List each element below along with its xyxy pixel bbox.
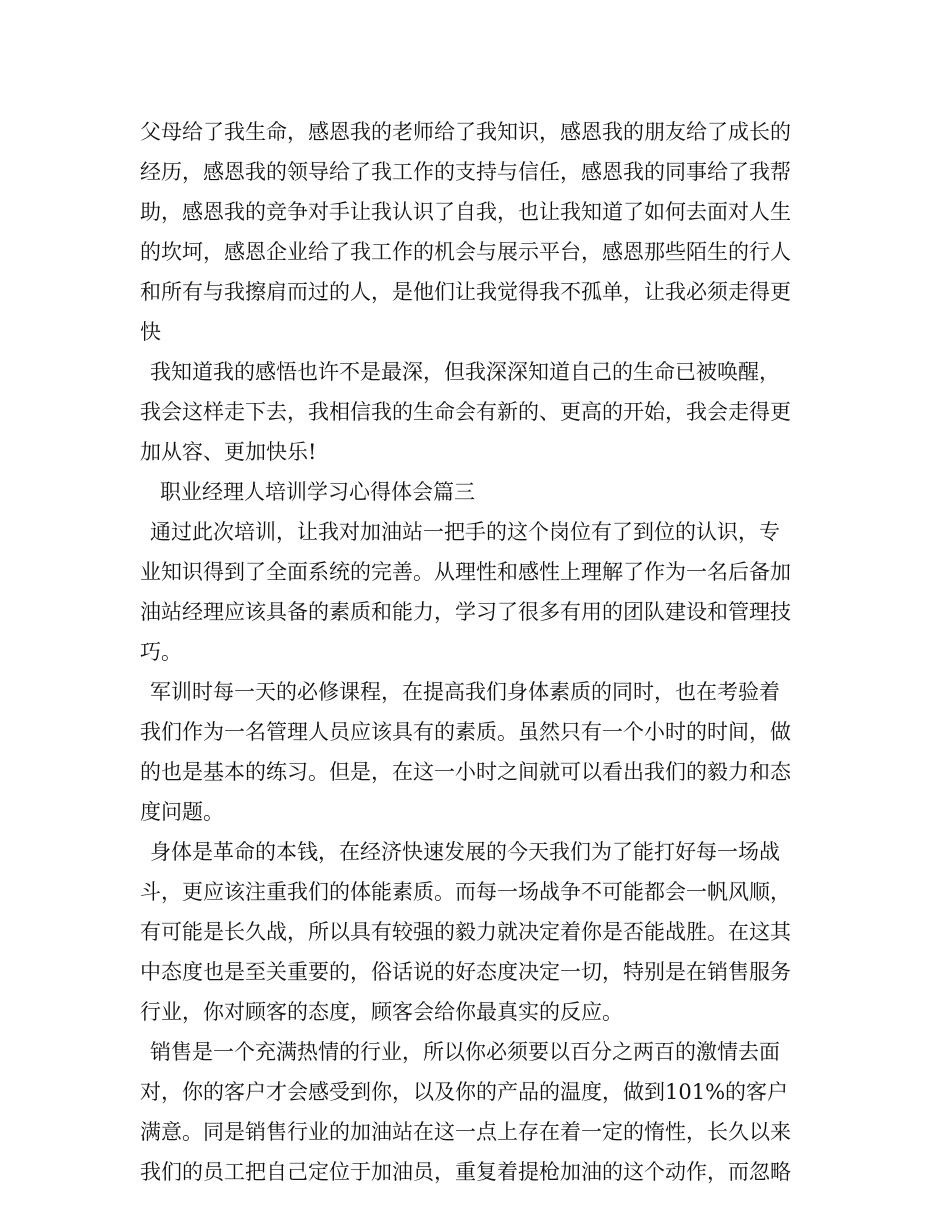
paragraph-start-line: 通过此次培训，让我对加油站一把手的这个岗位有了到位的认识，专 — [150, 520, 780, 544]
text-line: 的也是基本的练习。但是，在这一小时之间就可以看出我们的毅力和态 — [140, 760, 791, 784]
text-line: 对，你的客户才会感受到你，以及你的产品的温度，做到101%的客户 — [140, 1080, 789, 1104]
text-line: 满意。同是销售行业的加油站在这一点上存在着一定的惰性，长久以来 — [140, 1120, 791, 1144]
paragraph-start-line: 我知道我的感悟也许不是最深，但我深深知道自己的生命已被唤醒， — [150, 360, 780, 384]
text-line: 斗，更应该注重我们的体能素质。而每一场战争不可能都会一帆风顺， — [140, 880, 791, 904]
text-line: 巧。 — [140, 640, 182, 664]
text-line: 助，感恩我的竞争对手让我认识了自我，也让我知道了如何去面对人生 — [140, 200, 791, 224]
text-line: 的坎坷，感恩企业给了我工作的机会与展示平台，感恩那些陌生的行人 — [140, 240, 791, 264]
text-line: 中态度也是至关重要的，俗话说的好态度决定一切，特别是在销售服务 — [140, 960, 791, 984]
text-line: 我们的员工把自己定位于加油员，重复着提枪加油的这个动作，而忽略 — [140, 1160, 791, 1184]
text-line: 度问题。 — [140, 800, 224, 824]
text-line: 业知识得到了全面系统的完善。从理性和感性上理解了作为一名后备加 — [140, 560, 791, 584]
text-line: 我们作为一名管理人员应该具有的素质。虽然只有一个小时的时间，做 — [140, 720, 791, 744]
paragraph-start-line: 军训时每一天的必修课程，在提高我们身体素质的同时，也在考验着 — [150, 680, 780, 704]
text-line: 父母给了我生命，感恩我的老师给了我知识，感恩我的朋友给了成长的 — [140, 120, 791, 144]
text-line: 快 — [140, 320, 161, 344]
paragraph-start-line: 销售是一个充满热情的行业，所以你必须要以百分之两百的激情去面 — [150, 1040, 780, 1064]
text-line: 油站经理应该具备的素质和能力，学习了很多有用的团队建设和管理技 — [140, 600, 791, 624]
section-heading: 职业经理人培训学习心得体会篇三 — [160, 480, 475, 504]
document-page — [140, 112, 820, 1192]
text-line: 和所有与我擦肩而过的人，是他们让我觉得我不孤单，让我必须走得更 — [140, 280, 791, 304]
text-line: 行业，你对顾客的态度，顾客会给你最真实的反应。 — [140, 1000, 623, 1024]
text-line: 我会这样走下去，我相信我的生命会有新的、更高的开始，我会走得更 — [140, 400, 791, 424]
text-line: 有可能是长久战，所以具有较强的毅力就决定着你是否能战胜。在这其 — [140, 920, 791, 944]
paragraph-start-line: 身体是革命的本钱，在经济快速发展的今天我们为了能打好每一场战 — [150, 840, 780, 864]
text-line: 经历，感恩我的领导给了我工作的支持与信任，感恩我的同事给了我帮 — [140, 160, 791, 184]
text-line: 加从容、更加快乐! — [140, 440, 317, 464]
